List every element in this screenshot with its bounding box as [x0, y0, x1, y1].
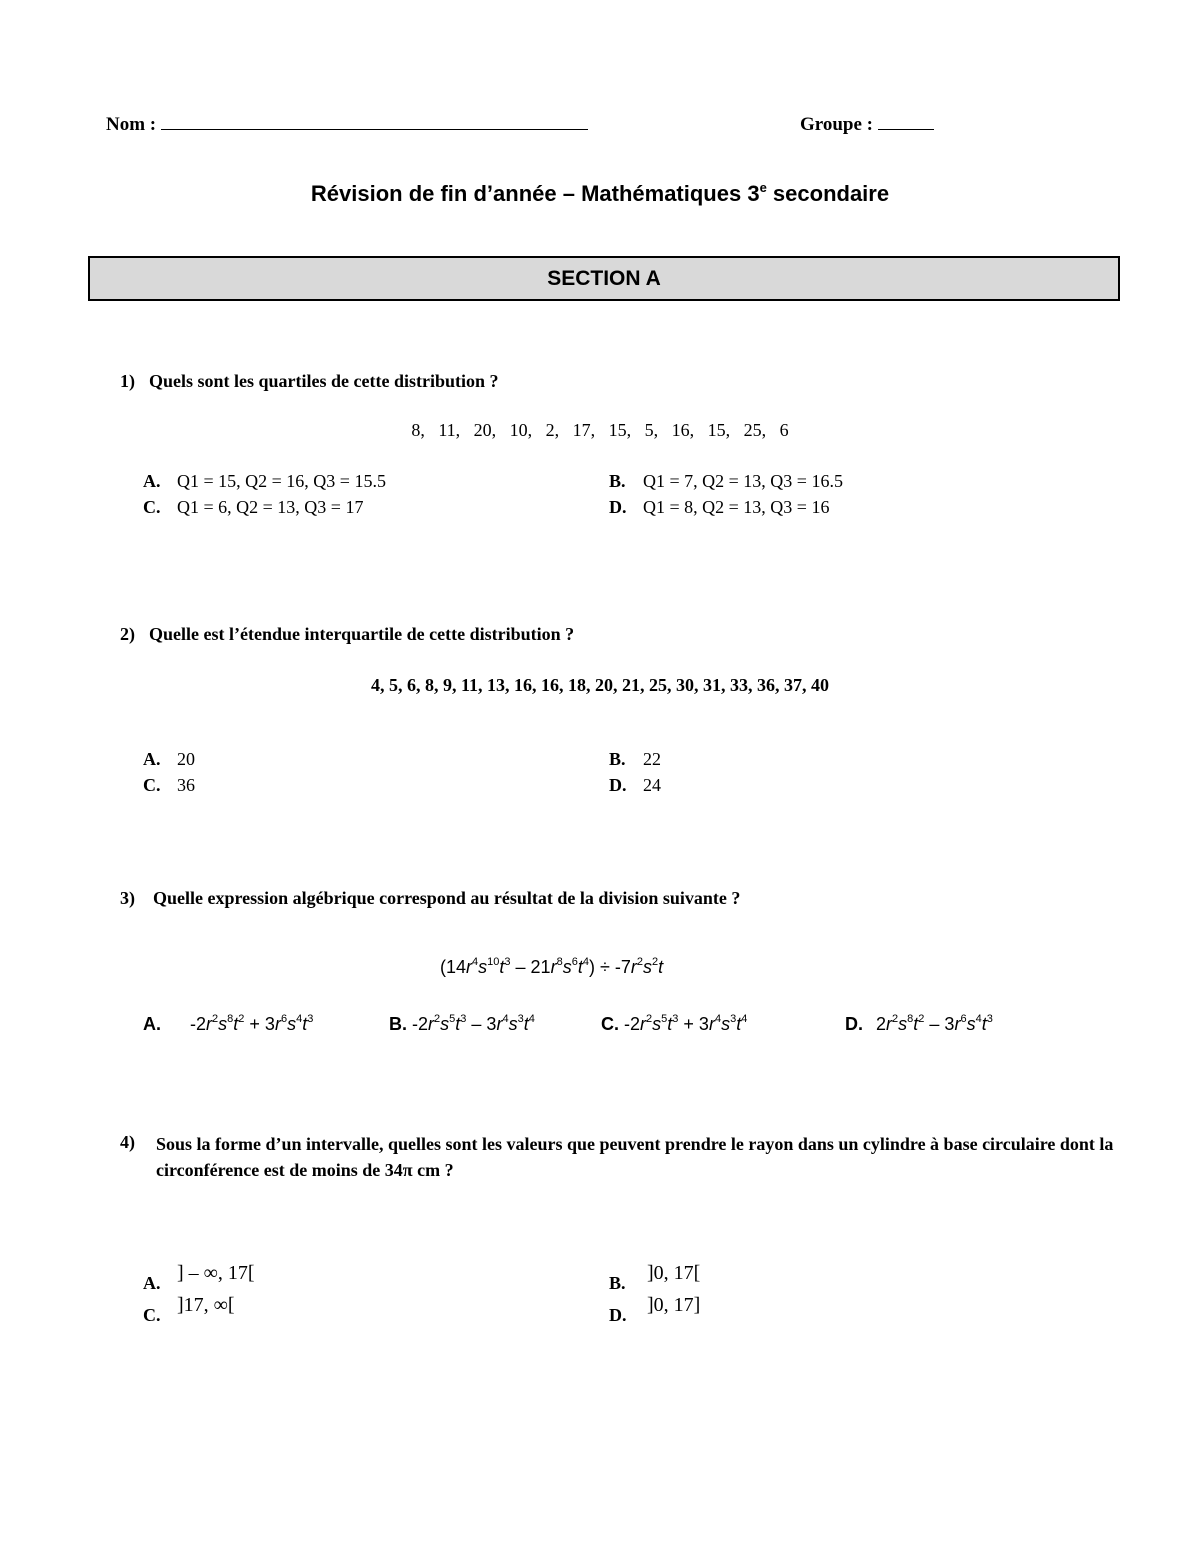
- q2-data-series: 4, 5, 6, 8, 9, 11, 13, 16, 16, 18, 20, 21, 25, 30, 31, 33, 36, 37, 40: [370, 675, 829, 695]
- option-text: ]17, ∞[: [177, 1294, 235, 1316]
- name-blank-line[interactable]: [161, 129, 588, 130]
- name-label: Nom :: [106, 114, 157, 135]
- q1-option-d[interactable]: [609, 497, 829, 518]
- option-letter: C.: [143, 1305, 161, 1325]
- option-letter: A.: [143, 1273, 161, 1293]
- option-letter: B.: [609, 749, 626, 769]
- option-text: ] – ∞, 17[: [177, 1262, 255, 1284]
- option-letter: B.: [389, 1014, 407, 1034]
- q3-division-expression: $(14r^4s^{10}t^3 - 21r^8s^6t^4) \div -7r^2s^2t$: [440, 956, 664, 977]
- q3-option-d[interactable]: [845, 1013, 993, 1035]
- question-number: 4): [120, 1132, 135, 1152]
- q3-option-c[interactable]: [601, 1013, 747, 1035]
- option-letter: B.: [609, 1273, 626, 1293]
- question-2: [120, 624, 574, 645]
- option-expression: $-2r^2s^8t^2 + 3r^6s^4t^3$: [190, 1013, 314, 1034]
- q2-option-d[interactable]: [609, 775, 661, 796]
- title-main: Révision de fin d’année – Mathématiques 3: [310, 181, 760, 206]
- option-letter: D.: [609, 497, 627, 517]
- question-1: [120, 371, 499, 392]
- group-field[interactable]: [800, 114, 934, 136]
- q4-option-c[interactable]: [143, 1294, 235, 1326]
- name-field[interactable]: [106, 114, 588, 136]
- title-tail: secondaire: [772, 181, 890, 206]
- option-text: 20: [177, 749, 195, 769]
- option-expression: $2r^2s^8t^2 - 3r^6s^4t^3$: [876, 1013, 993, 1034]
- option-text: Q1 = 8, Q2 = 13, Q3 = 16: [643, 497, 830, 517]
- option-text: Q1 = 6, Q2 = 13, Q3 = 17: [177, 497, 364, 517]
- question-3: [120, 888, 740, 909]
- q4-option-a[interactable]: [143, 1262, 255, 1294]
- option-letter: C.: [143, 775, 161, 795]
- q1-option-a[interactable]: [143, 471, 386, 492]
- option-letter: D.: [845, 1014, 863, 1034]
- option-text: Q1 = 15, Q2 = 16, Q3 = 15.5: [177, 471, 386, 491]
- question-text: Quelle est l’étendue interquartile de cette distribution ?: [149, 624, 575, 644]
- q2-option-c[interactable]: [143, 775, 195, 796]
- q3-option-b[interactable]: [389, 1013, 535, 1035]
- q1-option-c[interactable]: [143, 497, 363, 518]
- option-text: 36: [177, 775, 195, 795]
- section-header: [88, 256, 1120, 301]
- option-letter: D.: [609, 775, 627, 795]
- q2-option-b[interactable]: [609, 749, 661, 770]
- option-text: ]0, 17]: [647, 1294, 701, 1316]
- q1-option-b[interactable]: [609, 471, 843, 492]
- question-number: 2): [120, 624, 135, 644]
- option-letter: A.: [143, 749, 161, 769]
- q4-option-d[interactable]: [609, 1294, 700, 1326]
- q3-option-a[interactable]: [143, 1013, 313, 1035]
- q2-option-a[interactable]: [143, 749, 195, 770]
- section-label: SECTION A: [547, 266, 661, 290]
- option-text: 24: [643, 775, 661, 795]
- option-letter: C.: [601, 1014, 619, 1034]
- option-text: 22: [643, 749, 661, 769]
- group-label: Groupe :: [800, 114, 874, 135]
- question-number: 3): [120, 888, 135, 908]
- option-letter: A.: [143, 471, 161, 491]
- title-superscript: e: [759, 180, 767, 195]
- page-title: [0, 180, 1200, 207]
- option-expression: $-2r^2s^5t^3 + 3r^4s^3t^4$: [624, 1013, 748, 1034]
- question-number: 1): [120, 371, 135, 391]
- option-text: Q1 = 7, Q2 = 13, Q3 = 16.5: [643, 471, 843, 491]
- option-expression: $-2r^2s^5t^3 - 3r^4s^3t^4$: [412, 1013, 535, 1034]
- question-text: Quelle expression algébrique correspond au résultat de la division suivante ?: [153, 888, 741, 908]
- q4-option-b[interactable]: [609, 1262, 700, 1294]
- option-letter: D.: [609, 1305, 627, 1325]
- group-blank-line[interactable]: [878, 129, 934, 130]
- q1-data-series: 8, 11, 20, 10, 2, 17, 15, 5, 16, 15, 25, 6: [411, 420, 789, 440]
- question-text: Sous la forme d’un intervalle, quelles sont les valeurs que peuvent prendre le rayon dans un cylindre à base circulaire dont la circonférence est de moins de 34π cm ?: [156, 1134, 1114, 1180]
- option-letter: A.: [143, 1014, 161, 1034]
- option-text: ]0, 17[: [647, 1262, 701, 1284]
- question-text: Quels sont les quartiles de cette distribution ?: [149, 371, 499, 391]
- option-letter: C.: [143, 497, 161, 517]
- option-letter: B.: [609, 471, 626, 491]
